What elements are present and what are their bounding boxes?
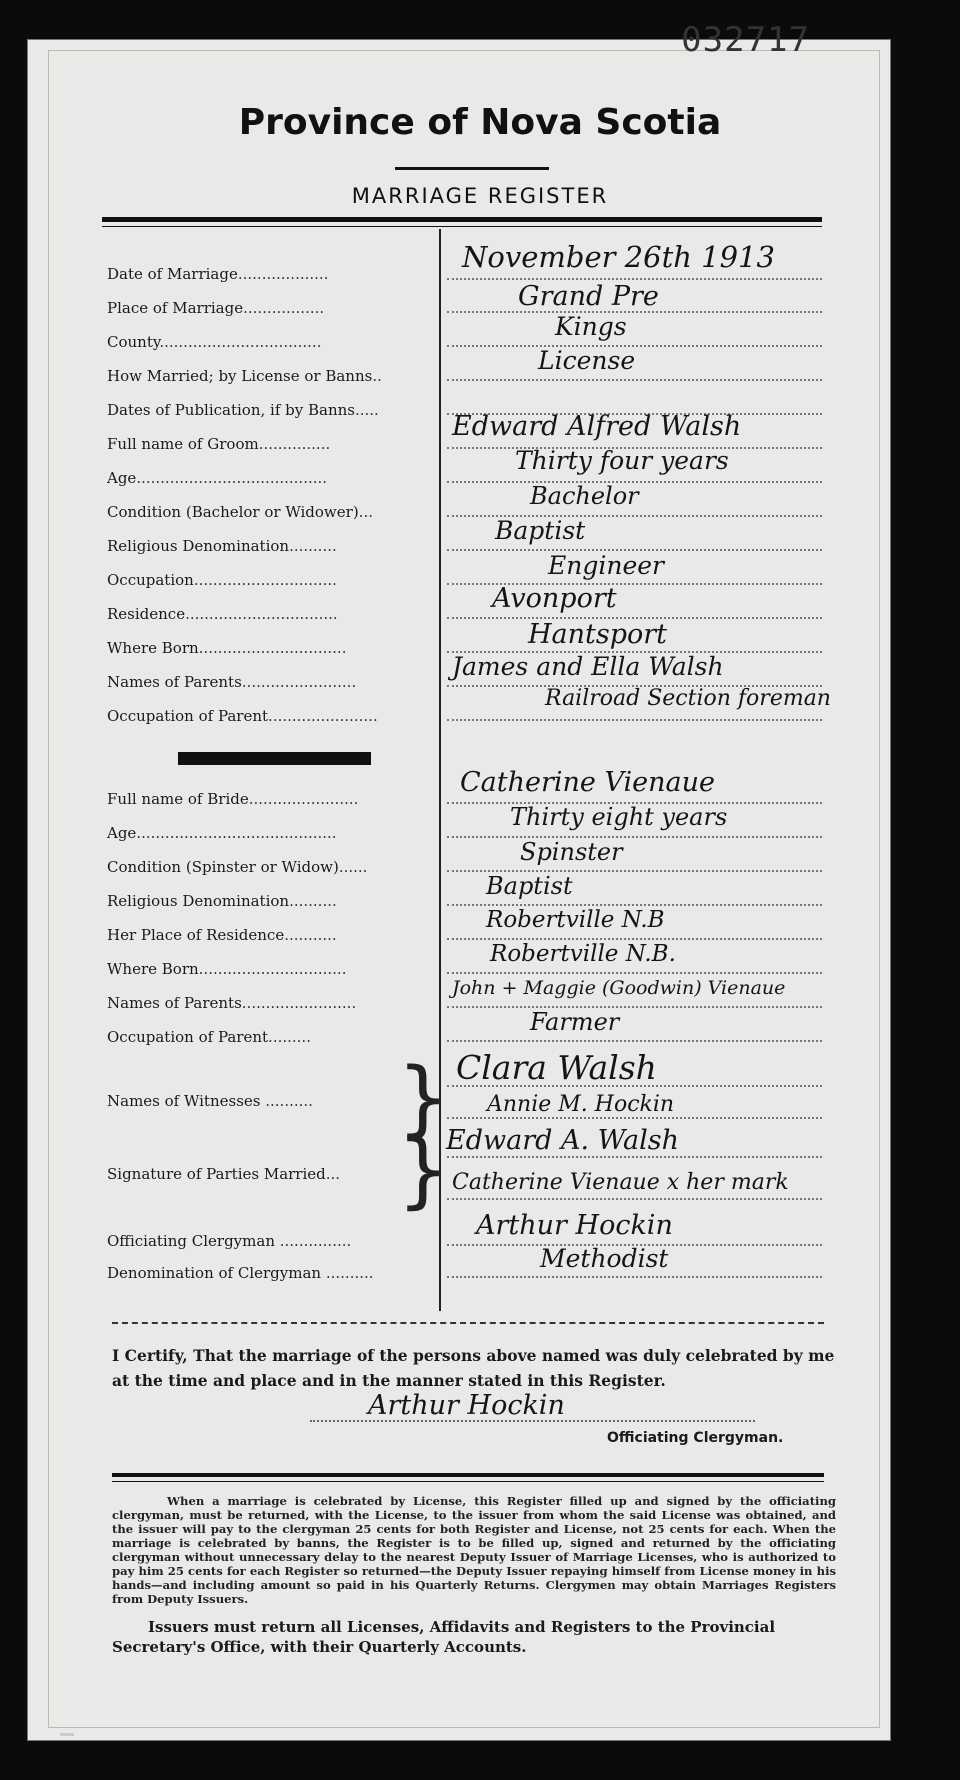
field-line [447,1198,822,1200]
field-label: Date of Marriage................... [107,265,329,283]
field-value: James and Ella Walsh [452,652,724,681]
field-value: John + Maggie (Goodwin) Vienaue [452,977,786,999]
paper-mark [60,1733,74,1736]
field-label: Condition (Spinster or Widow)...... [107,858,368,876]
party-signature: Edward A. Walsh [446,1125,680,1156]
section-separator-bar [178,752,371,765]
field-label: Names of Witnesses .......... [107,1092,313,1110]
field-value: Railroad Section foreman [545,686,831,711]
field-value: Grand Pre [518,281,659,312]
field-label: Religious Denomination.......... [107,537,337,555]
signature-line [310,1420,755,1422]
field-line [447,1040,822,1042]
field-line [447,904,822,906]
field-value: Edward Alfred Walsh [452,411,742,442]
signature-title: Officiating Clergyman. [607,1430,784,1446]
field-line [447,1156,822,1158]
field-value: Thirty four years [515,446,729,475]
field-line [447,836,822,838]
field-value: Arthur Hockin [476,1210,673,1241]
field-line [447,1117,822,1119]
field-label: Names of Parents........................ [107,673,357,691]
certify-text: That the marriage of the persons above named was duly celebrated by me at the time and place and in the manner stated in this Register. [112,1346,835,1390]
witness-brace: } [397,1051,450,1146]
field-value: Spinster [520,838,623,866]
field-value: License [538,346,636,375]
clergy-signature: Arthur Hockin [368,1390,565,1421]
field-label: How Married; by License or Banns.. [107,367,382,385]
field-label: Where Born............................... [107,639,347,657]
field-line [447,938,822,940]
certify-lead: I Certify, [112,1346,188,1365]
field-label: Officiating Clergyman ............... [107,1232,352,1250]
field-value: Engineer [548,551,664,580]
field-value: Bachelor [530,482,639,510]
field-label: Signature of Parties Married... [107,1165,341,1183]
field-label: County.................................. [107,333,322,351]
field-line [447,278,822,280]
field-line [447,1276,822,1278]
field-label: Place of Marriage................. [107,299,325,317]
field-value: Robertville N.B [486,907,665,933]
issuers-note: Issuers must return all Licenses, Affidavits and Registers to the Provincial Secretary's Office, with their Quarterly Accounts. [112,1618,776,1656]
field-value: Baptist [495,516,586,545]
field-value: November 26th 1913 [462,240,775,274]
field-line [447,1006,822,1008]
field-value: Methodist [540,1244,669,1273]
field-label: Denomination of Clergyman .......... [107,1264,374,1282]
parties-brace: } [397,1123,450,1218]
field-value: Farmer [530,1008,620,1036]
field-value: Kings [555,312,627,341]
witness-signature: Annie M. Hockin [487,1092,675,1117]
field-label: Condition (Bachelor or Widower)... [107,503,373,521]
footer-rule [112,1473,824,1477]
field-label: Residence................................ [107,605,338,623]
form-subtitle: MARRIAGE REGISTER [351,184,609,208]
field-label: Occupation.............................. [107,571,337,589]
serial-number: 032717 [681,20,810,60]
field-value: Avonport [492,583,617,614]
footer-rule-thin [112,1481,824,1482]
witness-signature: Clara Walsh [456,1048,657,1087]
field-label: Full name of Groom............... [107,435,331,453]
field-value: Baptist [486,872,573,900]
field-value: Thirty eight years [510,803,728,831]
title-underline [395,167,549,170]
instructions-text: When a marriage is celebrated by License, this Register filled up and signed by the officiating clergyman, must be returned, with the License, to the issuer from whom the said License was obtained, and the issuer will pay to the clergyman 25 cents for both Register and License, not 25 cents for each. When the marriage is celebrated by banns, the Register is to be filled up, signed and returned by the officiating clergyman without unnecessary delay to the nearest Deputy Issuer of Marriage Licenses, who is authorized to pay him 25 cents for each Register so returned—the Deputy Issuer repaying himself from License money in his hands—and including amount so paid in his Quarterly Returns. Clergymen may obtain Marriages Registers from Deputy Issuers. [112,1494,836,1606]
field-label: Religious Denomination.......... [107,892,337,910]
section-divider [112,1322,824,1324]
field-line [447,719,822,721]
register-sheet [28,40,890,1740]
form-title: Province of Nova Scotia [238,102,722,143]
field-line [447,972,822,974]
field-label: Names of Parents........................ [107,994,357,1012]
field-label: Age........................................ [107,469,328,487]
field-value: Catherine Vienaue [460,767,715,798]
field-line [447,379,822,381]
header-rule [102,217,822,222]
field-label: Occupation of Parent....................... [107,707,378,725]
field-label: Occupation of Parent......... [107,1028,311,1046]
field-label: Where Born............................... [107,960,347,978]
field-label: Her Place of Residence........... [107,926,337,944]
field-label: Age.......................................... [107,824,337,842]
party-signature: Catherine Vienaue x her mark [452,1170,789,1195]
field-label: Dates of Publication, if by Banns..... [107,401,379,419]
header-rule-thin [102,226,822,227]
field-value: Hantsport [528,619,668,650]
field-label: Full name of Bride....................... [107,790,359,808]
field-value: Robertville N.B. [490,941,676,967]
certification-statement [112,1343,837,1393]
